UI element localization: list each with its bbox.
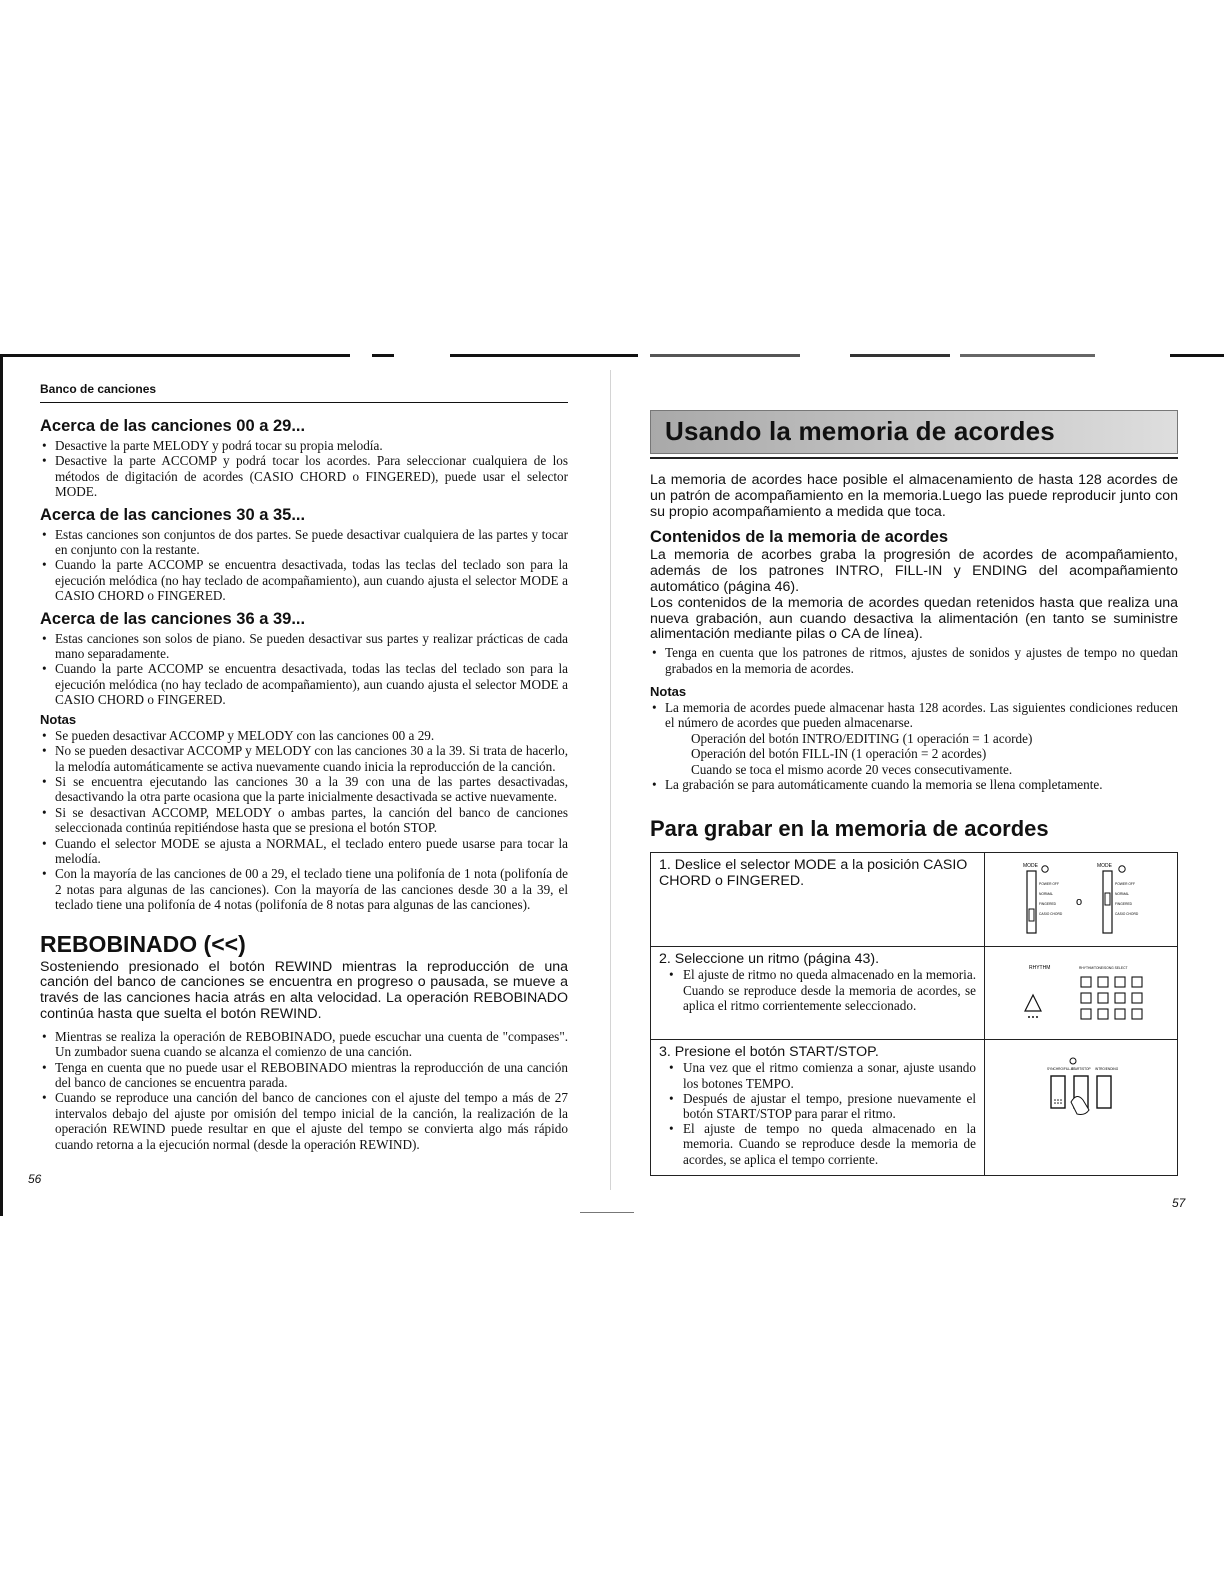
figure-label: FINGERED bbox=[1039, 902, 1057, 907]
section-list bbox=[40, 631, 568, 708]
section-list bbox=[40, 527, 568, 604]
figure-label: INTRO/ENDING bbox=[1095, 1067, 1119, 1072]
list-item: • Mientras se realiza la operación de REBOBINADO, puede escuchar una cuenta de "compases". Un zumbador suena cuando se alcanza el comienzo de una canción. bbox=[40, 1029, 568, 1060]
notes-heading: Notas bbox=[40, 711, 77, 727]
figure-label: CASIO CHORD bbox=[1039, 912, 1063, 917]
running-head: Banco de canciones bbox=[40, 382, 568, 403]
note-text: La memoria de acordes puede almacenar hasta 128 acordes. Las siguientes condiciones reducen el número de acordes que pueden almacenarse. bbox=[665, 699, 1178, 731]
figure-label: FINGERED bbox=[1115, 902, 1133, 907]
contents-list bbox=[650, 645, 1178, 676]
bottom-mark bbox=[580, 1212, 634, 1213]
list-item: • Cuando el selector MODE se ajusta a NORMAL, el teclado entero puede usarse para tocar la melodía. bbox=[40, 836, 568, 867]
step-text bbox=[651, 1040, 985, 1176]
figure-label: o bbox=[1076, 896, 1083, 909]
list-item: • Después de ajustar el tempo, presione nuevamente el botón START/STOP para parar el ritmo. bbox=[659, 1091, 976, 1121]
select-key[interactable] bbox=[1081, 1009, 1091, 1019]
notes-heading: Notas bbox=[650, 683, 687, 699]
list-item: • Desactive la parte ACCOMP y podrá tocar los acordes. Para seleccionar cualquiera de los métodos de digitación de acordes (CASIO CHORD o FINGERED), puede usar el selector MODE. bbox=[40, 453, 568, 499]
rhythm-button-icon[interactable] bbox=[1025, 995, 1041, 1011]
notes-list bbox=[650, 700, 1178, 792]
step-title: 2. Seleccione un ritmo (página 43). bbox=[659, 951, 880, 968]
rhythm-figure bbox=[985, 947, 1177, 1033]
slider-knob[interactable] bbox=[1029, 909, 1034, 921]
select-key[interactable] bbox=[1132, 977, 1142, 987]
figure-label: START/STOP bbox=[1071, 1067, 1091, 1072]
section-heading: Acerca de las canciones 30 a 35... bbox=[40, 505, 306, 524]
pressing-hand-icon bbox=[1071, 1097, 1089, 1115]
figure-label: RHYTHM/TONE/SONG SELECT bbox=[1079, 966, 1128, 971]
figure-label: NORMAL bbox=[1039, 892, 1054, 897]
step-list bbox=[659, 967, 976, 1013]
figure-label: NORMAL bbox=[1115, 892, 1130, 897]
slider-knob[interactable] bbox=[1105, 893, 1110, 905]
select-key[interactable] bbox=[1115, 977, 1125, 987]
list-item: • Si se desactivan ACCOMP, MELODY o ambas partes, la canción del banco de canciones seleccionada continúa repitiéndose hasta que se presiona el botón STOP. bbox=[40, 805, 568, 836]
figure-label: POWER OFF bbox=[1115, 882, 1135, 887]
top-rule bbox=[0, 354, 1224, 360]
page-number-right: 57 bbox=[1172, 1196, 1186, 1210]
rewind-list bbox=[40, 1029, 568, 1152]
select-key[interactable] bbox=[1098, 1009, 1108, 1019]
start-stop-figure bbox=[985, 1040, 1177, 1170]
banner-title: Usando la memoria de acordes bbox=[665, 416, 1055, 446]
mode-selector-figure bbox=[985, 853, 1177, 941]
step-list bbox=[659, 1060, 976, 1166]
intro-ending-button[interactable] bbox=[1097, 1076, 1111, 1108]
page-edge bbox=[0, 356, 3, 1216]
intro-paragraph: La memoria de acordes hace posible el almacenamiento de hasta 128 acordes de un patrón de acompañamiento en la memoria.Luego las puede reproducir junto con su propio acompañamiento a medida que toca. bbox=[650, 472, 1178, 520]
center-fold bbox=[610, 370, 611, 1190]
table-row bbox=[651, 853, 1178, 947]
select-key[interactable] bbox=[1132, 1009, 1142, 1019]
page-number-left: 56 bbox=[28, 1172, 42, 1186]
step-figure bbox=[985, 947, 1178, 1040]
right-page bbox=[650, 410, 1178, 1176]
list-item: • Estas canciones son conjuntos de dos partes. Se puede desactivar cualquiera de las partes y tocar en conjunto con la restante. bbox=[40, 527, 568, 558]
select-key[interactable] bbox=[1115, 993, 1125, 1003]
list-item: • Estas canciones son solos de piano. Se pueden desactivar sus partes y realizar prácticas de cada mano separadamente. bbox=[40, 631, 568, 662]
step-figure bbox=[985, 1040, 1178, 1176]
record-heading: Para grabar en la memoria de acordes bbox=[650, 816, 1049, 842]
select-key[interactable] bbox=[1081, 993, 1091, 1003]
select-key[interactable] bbox=[1081, 977, 1091, 987]
figure-label: SYNCHRO/FILL-IN bbox=[1047, 1067, 1075, 1072]
list-item: • Tenga en cuenta que no puede usar el REBOBINADO mientras la reproducción de una canción del banco de canciones se encuentra parada. bbox=[40, 1060, 568, 1091]
rewind-heading: REBOBINADO (<<) bbox=[40, 930, 246, 957]
table-row bbox=[651, 947, 1178, 1040]
rewind-intro: Sosteniendo presionado el botón REWIND mientras la reproducción de una canción del banco de canciones se encuentra en progreso o pausada, se mueve a través de las canciones hacia atrás en alta velocidad. La operación REBOBINADO continúa hasta que suelta el botón REWIND. bbox=[40, 958, 568, 1022]
contents-paragraph: La memoria de acorbes graba la progresión de acordes de acompañamiento, además de los patrones INTRO, FILL-IN y ENDING del acompañamiento automático (página 46). bbox=[650, 547, 1178, 595]
step-text bbox=[651, 853, 985, 947]
select-key[interactable] bbox=[1098, 977, 1108, 987]
list-item: • La grabación se para automáticamente cuando la memoria se llena completamente. bbox=[650, 777, 1178, 792]
section-banner bbox=[650, 410, 1178, 454]
list-item: • Desactive la parte MELODY y podrá tocar su propia melodía. bbox=[40, 438, 568, 453]
condition-line: Operación del botón INTRO/EDITING (1 operación = 1 acorde) bbox=[691, 730, 1033, 746]
condition-line: Operación del botón FILL-IN (1 operación = 2 acordes) bbox=[691, 746, 987, 762]
list-item: • El ajuste de tempo no queda almacenado en la memoria. Cuando se reproduce desde la memoria de acordes, se aplica el tempo corriente. bbox=[659, 1121, 976, 1167]
select-key[interactable] bbox=[1115, 1009, 1125, 1019]
table-row bbox=[651, 1040, 1178, 1176]
contents-heading: Contenidos de la memoria de acordes bbox=[650, 528, 948, 547]
list-item: • Una vez que el ritmo comienza a sonar, ajuste usando los botones TEMPO. bbox=[659, 1060, 976, 1090]
list-item: • El ajuste de ritmo no queda almacenado en la memoria. Cuando se reproduce desde la memoria de acordes, se aplica el ritmo corrientemente seleccionado. bbox=[659, 967, 976, 1013]
figure-label: MODE bbox=[1097, 863, 1112, 870]
list-item: • No se pueden desactivar ACCOMP y MELODY con las canciones 30 a la 39. Si trata de hacerlo, la melodía automáticamente se activa nuevamente cuando inicia la reproducción de la canción. bbox=[40, 743, 568, 774]
step-text bbox=[651, 947, 985, 1040]
steps-table bbox=[650, 852, 1178, 1176]
notes-list bbox=[40, 728, 568, 913]
list-item bbox=[650, 700, 1178, 777]
list-item: • Si se encuentra ejecutando las canciones 30 a la 39 con una de las partes desactivadas, desactivando la otra parte ocasiona que la parte inicialmente desactivada se active nuevamente. bbox=[40, 774, 568, 805]
figure-label: POWER OFF bbox=[1039, 882, 1059, 887]
banner-rule bbox=[650, 457, 1178, 459]
condition-line: Cuando se toca el mismo acorde 20 veces consecutivamente. bbox=[691, 761, 1013, 777]
list-item: • Cuando la parte ACCOMP se encuentra desactivada, todas las teclas del teclado son para la ejecución melódica (no hay teclado de acompañamiento), aun cuando ajusta el selector MODE a CASIO CHORD o FINGERED. bbox=[40, 661, 568, 707]
select-key[interactable] bbox=[1098, 993, 1108, 1003]
section-list bbox=[40, 438, 568, 500]
select-keypad-icon bbox=[1081, 977, 1142, 1019]
select-key[interactable] bbox=[1132, 993, 1142, 1003]
left-page bbox=[40, 382, 568, 1152]
list-item: • Tenga en cuenta que los patrones de ritmos, ajustes de sonidos y ajustes de tempo no quedan grabados en la memoria de acordes. bbox=[650, 645, 1178, 676]
figure-label: MODE bbox=[1023, 863, 1038, 870]
slider-track bbox=[1027, 871, 1036, 933]
list-item: • Con la mayoría de las canciones de 00 a 29, el teclado tiene una polifonía de 1 nota (polifonía de 2 notas para algunas de las canciones). Con la mayoría de las canciones desde 30 a la 39, el teclado tiene una polifonía de 4 notas (polifonía de 8 notas para algunas de las canciones). bbox=[40, 866, 568, 912]
section-heading: Acerca de las canciones 36 a 39... bbox=[40, 609, 306, 628]
step-title: 3. Presione el botón START/STOP. bbox=[659, 1044, 879, 1061]
step-figure bbox=[985, 853, 1178, 947]
section-heading: Acerca de las canciones 00 a 29... bbox=[40, 417, 306, 435]
figure-label: CASIO CHORD bbox=[1115, 912, 1139, 917]
list-item: • Se pueden desactivar ACCOMP y MELODY con las canciones 00 a 29. bbox=[40, 728, 568, 743]
figure-label: RHYTHM bbox=[1029, 965, 1051, 972]
contents-paragraph: Los contenidos de la memoria de acordes quedan retenidos hasta que realiza una nueva grabación, aun cuando desactiva la alimentación (en tanto se suministre alimentación mediante pilas o CA de línea). bbox=[650, 594, 1178, 643]
list-item: • Cuando se reproduce una canción del banco de canciones con el ajuste del tempo a más de 27 intervalos debajo del ajuste por omisión del tempo inicial de la canción, la realización de la operación REWIND puede resultar en que el ajuste del tempo se convierta algo más rápido cuando retorna a la ejecución normal (desde la operación REWIND). bbox=[40, 1090, 568, 1152]
list-item: • Cuando la parte ACCOMP se encuentra desactivada, todas las teclas del teclado son para la ejecución melódica (no hay teclado de acompañamiento), aun cuando ajusta el selector MODE a CASIO CHORD o FINGERED. bbox=[40, 557, 568, 603]
step-title: 1. Deslice el selector MODE a la posición CASIO CHORD o FINGERED. bbox=[659, 857, 968, 890]
